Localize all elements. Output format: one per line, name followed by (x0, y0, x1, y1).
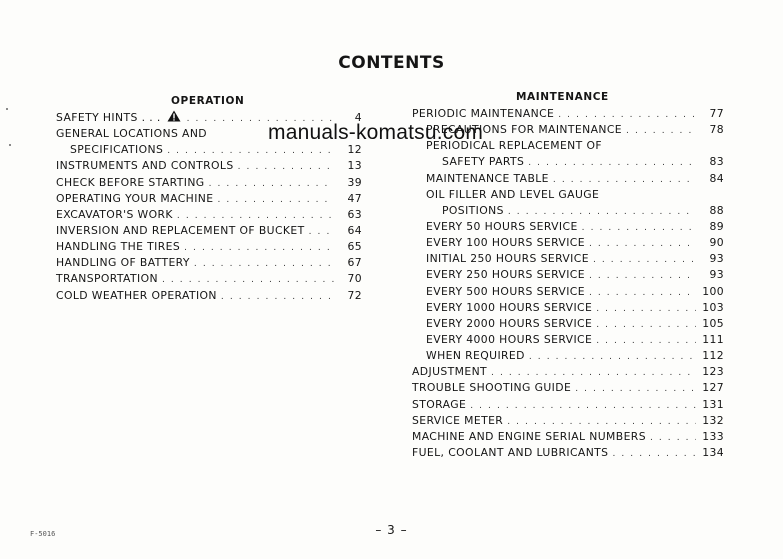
page-title: CONTENTS (338, 53, 445, 73)
toc-entry-page: 70 (347, 272, 362, 286)
toc-entry[interactable] (412, 445, 724, 461)
toc-entry-text: MAINTENANCE TABLE (426, 171, 549, 185)
toc-entry-page: 88 (709, 203, 724, 217)
toc-entry-text: EVERY 500 HOURS SERVICE (426, 284, 585, 298)
toc-entry-page: 127 (702, 381, 724, 395)
toc-entry-text: CHECK BEFORE STARTING (56, 175, 205, 189)
toc-entry[interactable] (56, 271, 362, 287)
toc-entry-text: SAFETY HINTS (56, 111, 138, 124)
toc-entry[interactable] (412, 364, 724, 380)
toc-entry-text: COLD WEATHER OPERATION (56, 288, 217, 302)
toc-entry-page: 65 (347, 240, 362, 254)
toc-entry-page: 103 (702, 300, 724, 314)
toc-entry-page: 78 (709, 123, 724, 137)
toc-entry-text: PRECAUTIONS FOR MAINTENANCE (426, 123, 623, 137)
toc-entry-text: ADJUSTMENT (412, 365, 488, 379)
toc-entry-page: 134 (702, 445, 724, 459)
toc-entry-text: STORAGE (412, 397, 467, 411)
toc-entry[interactable] (412, 332, 724, 348)
toc-entry-text: OIL FILLER AND LEVEL GAUGE (426, 187, 600, 201)
toc-entry-page: 63 (347, 207, 362, 221)
toc-entry[interactable] (412, 348, 724, 364)
toc-entry[interactable] (412, 235, 724, 251)
toc-entry-page: 89 (709, 219, 724, 233)
toc-entry-page: 13 (347, 159, 362, 173)
toc-entry-text: WHEN REQUIRED (426, 349, 525, 363)
page-number: – 3 – (375, 523, 408, 537)
toc-entry[interactable] (412, 251, 724, 267)
toc-entry[interactable] (412, 284, 724, 300)
toc-entry-page: 12 (347, 143, 362, 157)
toc-entry-page: 132 (702, 413, 724, 427)
toc-entry-page: 4 (354, 111, 362, 124)
toc-entry-page: 100 (702, 284, 724, 298)
toc-entry-page: 93 (709, 252, 724, 266)
toc-entry-text: SAFETY PARTS (442, 155, 525, 169)
toc-entry-page: 84 (709, 171, 724, 185)
scan-speck (6, 108, 8, 110)
toc-entry[interactable] (56, 175, 362, 191)
toc-entry-text: SPECIFICATIONS (70, 143, 164, 157)
maintenance-heading: MAINTENANCE (516, 91, 609, 103)
toc-entry-text: EVERY 4000 HOURS SERVICE (426, 332, 593, 346)
toc-entry-text: TRANSPORTATION (56, 272, 158, 286)
toc-entry-text: INSTRUMENTS AND CONTROLS (56, 159, 234, 173)
operation-heading: OPERATION (171, 95, 245, 107)
toc-entry[interactable] (56, 207, 362, 223)
watermark-text: manuals-komatsu.com (268, 121, 484, 144)
toc-entry-page: 133 (702, 429, 724, 443)
toc-entry-text: HANDLING OF BATTERY (56, 256, 190, 270)
toc-entry-text: EVERY 2000 HOURS SERVICE (426, 316, 593, 330)
toc-entry[interactable] (56, 158, 362, 174)
toc-entry-text: FUEL, COOLANT AND LUBRICANTS (412, 445, 609, 459)
toc-entry-page: 77 (709, 107, 724, 120)
toc-entry-page: 47 (347, 191, 362, 205)
toc-entry[interactable] (56, 191, 362, 207)
toc-entry-page: 105 (702, 316, 724, 330)
toc-entry-text: TROUBLE SHOOTING GUIDE (412, 381, 572, 395)
toc-entry-text: INITIAL 250 HOURS SERVICE (426, 252, 589, 266)
footer-code: F-5016 (30, 530, 56, 538)
toc-entry[interactable] (56, 288, 362, 304)
toc-entry-page: 83 (709, 155, 724, 169)
toc-entry-page: 64 (347, 223, 362, 237)
toc-entry[interactable] (56, 255, 362, 271)
toc-entry-text: SERVICE METER (412, 413, 504, 427)
toc-entry-page: 72 (347, 288, 362, 302)
scan-speck (9, 144, 11, 146)
toc-entry-text: HANDLING THE TIRES (56, 240, 181, 254)
toc-entry[interactable] (412, 187, 724, 203)
toc-entry-text: PERIODICAL REPLACEMENT OF (426, 139, 602, 153)
toc-entry-text: GENERAL LOCATIONS AND (56, 127, 208, 141)
toc-entry[interactable] (412, 429, 724, 445)
toc-entry[interactable] (412, 316, 724, 332)
toc-entry[interactable] (412, 300, 724, 316)
toc-entry[interactable] (412, 219, 724, 235)
toc-entry[interactable] (412, 106, 724, 122)
toc-entry-page: 67 (347, 256, 362, 270)
toc-entry-page: 131 (702, 397, 724, 411)
toc-entry[interactable]: SAFETY HINTS . . . . . . 4 (56, 110, 362, 126)
toc-entry-page: 111 (702, 332, 724, 346)
toc-entry[interactable] (412, 171, 724, 187)
toc-entry-page: 39 (347, 175, 362, 189)
toc-entry-page: 123 (702, 365, 724, 379)
toc-entry[interactable] (412, 203, 724, 219)
toc-entry-text: EVERY 100 HOURS SERVICE (426, 236, 585, 250)
toc-entry[interactable] (56, 223, 362, 239)
toc-entry-text: OPERATING YOUR MACHINE (56, 191, 214, 205)
warning-triangle-icon (167, 110, 181, 122)
toc-entry[interactable] (56, 239, 362, 255)
toc-entry-page: 90 (709, 236, 724, 250)
toc-entry[interactable] (412, 413, 724, 429)
toc-entry-page: 93 (709, 268, 724, 282)
toc-entry-text: EXCAVATOR'S WORK (56, 207, 173, 221)
toc-entry-text: EVERY 1000 HOURS SERVICE (426, 300, 593, 314)
toc-entry-page: 112 (702, 349, 724, 363)
toc-entry-text: INVERSION AND REPLACEMENT OF BUCKET (56, 223, 305, 237)
toc-entry-text: EVERY 250 HOURS SERVICE (426, 268, 585, 282)
toc-entry-text: MACHINE AND ENGINE SERIAL NUMBERS (412, 429, 646, 443)
toc-entry[interactable] (412, 380, 724, 396)
maintenance-toc (412, 106, 724, 461)
toc-entry[interactable] (412, 267, 724, 283)
toc-entry-text: POSITIONS (442, 203, 504, 217)
toc-entry[interactable] (412, 397, 724, 413)
toc-entry-text: EVERY 50 HOURS SERVICE (426, 219, 578, 233)
toc-entry[interactable] (412, 154, 724, 170)
toc-entry-text: PERIODIC MAINTENANCE (412, 107, 555, 120)
